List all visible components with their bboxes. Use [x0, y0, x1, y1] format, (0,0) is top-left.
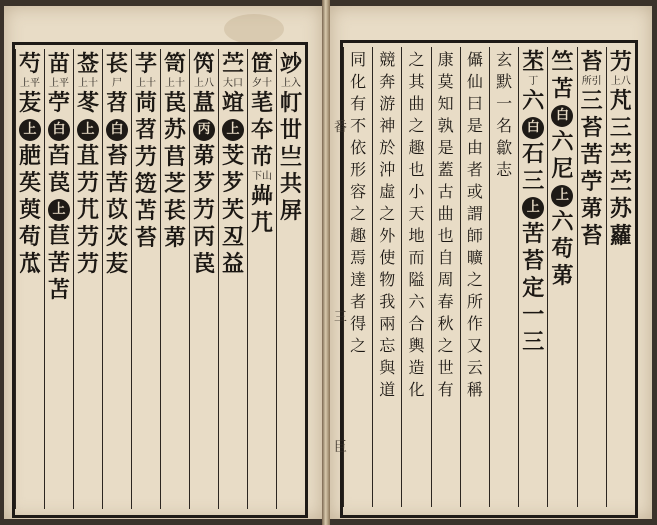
glyph: 蒀 — [192, 90, 215, 116]
circled-tone-mark: 上 — [222, 119, 244, 141]
glyph: 苂 — [105, 224, 128, 250]
glyph: 苟 — [551, 236, 574, 262]
glyph: 一 — [522, 302, 545, 328]
annotation: 下山 — [252, 171, 272, 182]
annotation: 丁 — [528, 76, 539, 87]
text-column — [489, 47, 518, 507]
glyph: 丒 — [221, 224, 244, 250]
glyph: 者 — [350, 292, 367, 311]
circled-tone-mark: 上 — [48, 199, 70, 221]
glyph: 於 — [379, 138, 396, 157]
text-column — [343, 47, 372, 507]
glyph: 苘 — [134, 90, 157, 116]
glyph: 芃 — [609, 88, 632, 114]
glyph: 芀 — [76, 251, 99, 277]
glyph: 芀 — [192, 197, 215, 223]
glyph: 苎 — [609, 142, 632, 168]
glyph: 夲 — [250, 117, 273, 143]
glyph: 芔 — [250, 183, 273, 209]
glyph: 苔 — [580, 49, 603, 75]
paper-stain — [224, 14, 284, 44]
glyph: 定 — [522, 275, 545, 301]
glyph: 苕 — [134, 117, 157, 143]
glyph: 謂 — [466, 204, 483, 223]
glyph: 㒤 — [466, 50, 483, 69]
text-column — [276, 49, 305, 509]
glyph: 忘 — [379, 336, 396, 355]
glyph: 也 — [408, 160, 425, 179]
glyph: 芓 — [134, 51, 157, 77]
text-column — [577, 47, 606, 507]
glyph: 輿 — [408, 336, 425, 355]
glyph: 古 — [437, 182, 454, 201]
glyph: 蘿 — [609, 223, 632, 249]
glyph: 同 — [350, 50, 367, 69]
glyph: 名 — [496, 116, 513, 135]
glyph: 苃 — [18, 90, 41, 116]
glyph: 苌 — [105, 51, 128, 77]
glyph: 苎 — [221, 51, 244, 77]
glyph: 之 — [350, 336, 367, 355]
text-column — [131, 49, 160, 509]
text-column — [518, 47, 547, 507]
glyph: 六 — [408, 292, 425, 311]
circled-tone-mark: 白 — [522, 117, 544, 139]
glyph: 共 — [279, 171, 302, 197]
glyph: 苃 — [105, 251, 128, 277]
glyph: 外 — [379, 226, 396, 245]
glyph: 芝 — [163, 171, 186, 197]
glyph: 小 — [408, 182, 425, 201]
glyph: 化 — [350, 72, 367, 91]
glyph: 苠 — [47, 170, 70, 196]
glyph: 又 — [466, 336, 483, 355]
glyph: 六 — [522, 88, 545, 114]
glyph: 萉 — [18, 143, 41, 169]
glyph: 一 — [496, 94, 513, 113]
glyph: 有 — [437, 380, 454, 399]
glyph: 芁 — [250, 210, 273, 236]
glyph: 苵 — [18, 170, 41, 196]
glyph: 苔 — [522, 248, 545, 274]
glyph: 得 — [350, 314, 367, 333]
glyph: 亗 — [279, 144, 302, 170]
glyph: 屏 — [279, 198, 302, 224]
text-column — [547, 47, 576, 507]
text-column — [73, 49, 102, 509]
glyph: 苔 — [580, 223, 603, 249]
glyph: 而 — [408, 248, 425, 267]
glyph: 蓋 — [437, 160, 454, 179]
glyph: 兩 — [379, 314, 396, 333]
edge-mark: 番 — [334, 120, 348, 135]
glyph: 物 — [379, 270, 396, 289]
text-column — [102, 49, 131, 509]
glyph: 苴 — [76, 143, 99, 169]
text-column — [401, 47, 430, 507]
glyph: 依 — [350, 138, 367, 157]
text-column — [460, 47, 489, 507]
glyph: 苠 — [163, 90, 186, 116]
annotation: 尸 — [112, 78, 122, 89]
glyph: 所 — [466, 292, 483, 311]
glyph: 苦 — [47, 250, 70, 276]
glyph: 其 — [408, 72, 425, 91]
glyph: 益 — [221, 251, 244, 277]
glyph: 三 — [609, 115, 632, 141]
text-column — [218, 49, 247, 509]
glyph: 志 — [496, 160, 513, 179]
glyph: 笥 — [163, 51, 186, 77]
glyph: 尼 — [551, 156, 574, 182]
glyph: 云 — [466, 358, 483, 377]
glyph: 春 — [437, 292, 454, 311]
circled-tone-mark: 上 — [19, 119, 41, 141]
circled-tone-mark: 上 — [77, 119, 99, 141]
glyph: 之 — [408, 116, 425, 135]
glyph: 秋 — [437, 314, 454, 333]
glyph: 道 — [379, 380, 396, 399]
glyph: 合 — [408, 314, 425, 333]
circled-tone-mark: 上 — [522, 197, 544, 219]
edge-mark: 三 — [334, 310, 348, 325]
glyph: 由 — [466, 138, 483, 157]
glyph: 曠 — [466, 248, 483, 267]
glyph: 苳 — [76, 90, 99, 116]
text-column — [247, 49, 276, 509]
glyph: 丗 — [279, 117, 302, 143]
glyph: 苦 — [580, 142, 603, 168]
glyph: 丙 — [192, 224, 215, 250]
glyph: 焉 — [350, 248, 367, 267]
annotation: 上八 — [194, 78, 214, 89]
annotation: 所引 — [581, 76, 602, 87]
glyph: 之 — [408, 50, 425, 69]
glyph: 苦 — [522, 221, 545, 247]
circled-tone-mark: 丙 — [193, 119, 215, 141]
text-column — [15, 49, 44, 509]
glyph: 莶 — [76, 51, 99, 77]
glyph: 曲 — [437, 204, 454, 223]
glyph: 萸 — [18, 197, 41, 223]
glyph: 地 — [408, 226, 425, 245]
glyph: 游 — [379, 94, 396, 113]
glyph: 苗 — [47, 51, 70, 77]
glyph: 苦 — [105, 170, 128, 196]
glyph: 苫 — [134, 198, 157, 224]
glyph: 苠 — [192, 251, 215, 277]
glyph: 笍 — [192, 51, 215, 77]
glyph: 作 — [466, 314, 483, 333]
annotation: 上平 — [49, 78, 69, 89]
glyph: 苐 — [163, 225, 186, 251]
glyph: 苎 — [609, 169, 632, 195]
circled-tone-mark: 白 — [48, 119, 70, 141]
glyph: 形 — [350, 160, 367, 179]
text-column — [431, 47, 460, 507]
glyph: 苧 — [47, 90, 70, 116]
glyph: 苏 — [609, 196, 632, 222]
glyph: 苐 — [192, 143, 215, 169]
glyph: 三 — [522, 168, 545, 194]
glyph: 苌 — [163, 198, 186, 224]
glyph: 化 — [408, 380, 425, 399]
glyph: 苔 — [134, 225, 157, 251]
glyph: 沖 — [379, 160, 396, 179]
glyph: 師 — [466, 226, 483, 245]
glyph: 或 — [466, 182, 483, 201]
glyph: 三 — [522, 329, 545, 355]
glyph: 使 — [379, 248, 396, 267]
glyph: 者 — [466, 160, 483, 179]
glyph: 苩 — [47, 143, 70, 169]
glyph: 笾 — [134, 171, 157, 197]
glyph: 苏 — [163, 117, 186, 143]
glyph: 芀 — [76, 170, 99, 196]
glyph: 曰 — [466, 94, 483, 113]
glyph: 苽 — [18, 251, 41, 277]
glyph: 趣 — [350, 226, 367, 245]
glyph: 隘 — [408, 270, 425, 289]
right-page — [330, 6, 652, 519]
glyph: 苢 — [163, 144, 186, 170]
glyph: 六 — [551, 209, 574, 235]
edge-mark: 巨 — [334, 440, 348, 455]
glyph: 容 — [350, 182, 367, 201]
text-column — [606, 47, 635, 507]
glyph: 虛 — [379, 182, 396, 201]
annotation: 夕十 — [252, 78, 272, 89]
glyph: 之 — [379, 204, 396, 223]
glyph: 歙 — [496, 138, 513, 157]
glyph: 苡 — [105, 197, 128, 223]
glyph: 不 — [350, 116, 367, 135]
glyph: 帄 — [279, 90, 302, 116]
glyph: 達 — [350, 270, 367, 289]
glyph: 芼 — [250, 90, 273, 116]
glyph: 奔 — [379, 72, 396, 91]
glyph: 芀 — [76, 224, 99, 250]
glyph: 苣 — [47, 223, 70, 249]
annotation: 上十 — [136, 78, 156, 89]
circled-tone-mark: 白 — [551, 105, 573, 127]
glyph: 莫 — [437, 72, 454, 91]
glyph: 笸 — [250, 51, 273, 77]
glyph: 芇 — [250, 144, 273, 170]
annotation: 上十 — [165, 78, 185, 89]
glyph: 芖 — [221, 197, 244, 223]
glyph: 趣 — [408, 138, 425, 157]
annotation: 大口 — [223, 78, 243, 89]
glyph: 芀 — [609, 49, 632, 75]
annotation: 上十 — [78, 78, 98, 89]
glyph: 之 — [437, 336, 454, 355]
book-spine — [322, 0, 330, 525]
glyph: 周 — [437, 270, 454, 289]
glyph: 稱 — [466, 380, 483, 399]
left-page — [4, 6, 322, 519]
right-page-frame — [340, 40, 638, 518]
glyph: 竩 — [221, 90, 244, 116]
glyph: 芍 — [18, 51, 41, 77]
glyph: 也 — [437, 226, 454, 245]
glyph: 芕 — [192, 170, 215, 196]
glyph: 芀 — [134, 144, 157, 170]
glyph: 之 — [350, 204, 367, 223]
glyph: 玄 — [496, 50, 513, 69]
glyph: 與 — [379, 358, 396, 377]
annotation: 上八 — [610, 76, 631, 87]
glyph: 三 — [580, 88, 603, 114]
glyph: 苫 — [551, 76, 574, 102]
glyph: 苤 — [522, 49, 545, 75]
glyph: 石 — [522, 141, 545, 167]
glyph: 是 — [466, 116, 483, 135]
glyph: 苔 — [105, 143, 128, 169]
glyph: 神 — [379, 116, 396, 135]
annotation: 上入 — [281, 78, 301, 89]
left-page-frame — [12, 42, 308, 518]
glyph: 我 — [379, 292, 396, 311]
glyph: 之 — [466, 270, 483, 289]
glyph: 芁 — [76, 197, 99, 223]
glyph: 苔 — [580, 115, 603, 141]
glyph: 康 — [437, 50, 454, 69]
annotation: 上平 — [20, 78, 40, 89]
glyph: 苧 — [580, 169, 603, 195]
glyph: 竗 — [279, 51, 302, 77]
text-column — [44, 49, 73, 509]
glyph: 芕 — [221, 170, 244, 196]
glyph: 竺 — [551, 49, 574, 75]
glyph: 苐 — [551, 263, 574, 289]
glyph: 苐 — [580, 196, 603, 222]
glyph: 苫 — [47, 277, 70, 303]
glyph: 六 — [551, 129, 574, 155]
glyph: 苟 — [18, 224, 41, 250]
text-column — [160, 49, 189, 509]
glyph: 世 — [437, 358, 454, 377]
text-column — [372, 47, 401, 507]
glyph: 孰 — [437, 116, 454, 135]
glyph: 苕 — [105, 90, 128, 116]
glyph: 自 — [437, 248, 454, 267]
glyph: 有 — [350, 94, 367, 113]
circled-tone-mark: 上 — [551, 185, 573, 207]
circled-tone-mark: 白 — [106, 119, 128, 141]
glyph: 默 — [496, 72, 513, 91]
glyph: 曲 — [408, 94, 425, 113]
glyph: 是 — [437, 138, 454, 157]
glyph: 天 — [408, 204, 425, 223]
glyph: 造 — [408, 358, 425, 377]
glyph: 競 — [379, 50, 396, 69]
text-column — [189, 49, 218, 509]
glyph: 芠 — [221, 143, 244, 169]
glyph: 仙 — [466, 72, 483, 91]
glyph: 知 — [437, 94, 454, 113]
